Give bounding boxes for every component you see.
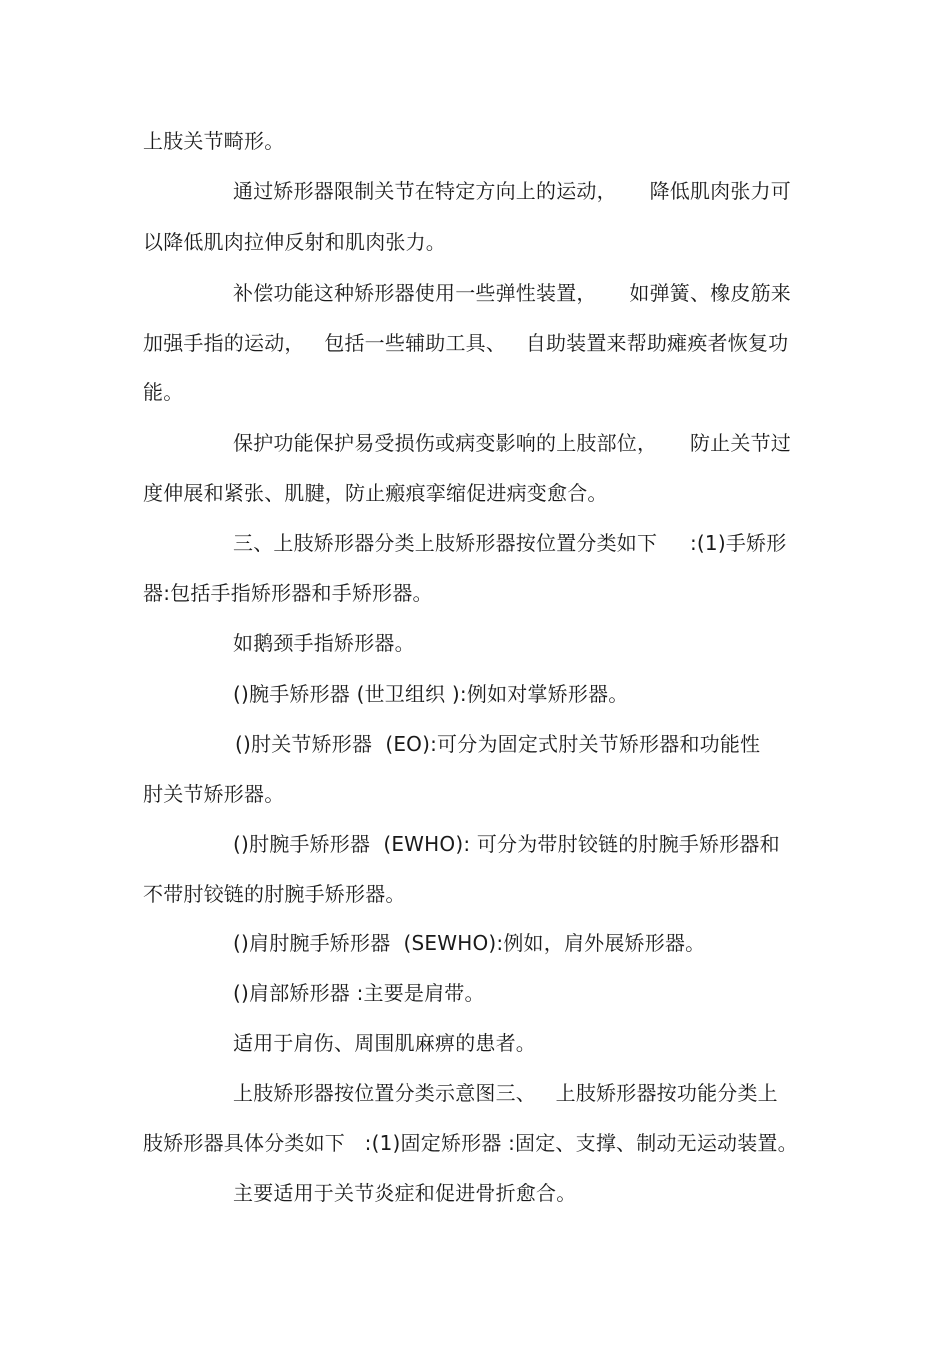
text-line: 补偿功能这种矫形器使用一些弹性装置， 如弹簧、橡皮筋来	[233, 281, 791, 305]
text-line: ()肩肘腕手矫形器 (SEWHO):例如，肩外展矫形器。	[233, 931, 706, 955]
text-line: 以降低肌肉拉伸反射和肌肉张力。	[143, 230, 446, 254]
text-line: 如鹅颈手指矫形器。	[233, 631, 415, 655]
text-line: ()腕手矫形器 (世卫组织 ):例如对掌矫形器。	[233, 682, 629, 706]
text-line: 三、上肢矫形器分类上肢矫形器按位置分类如下 :(1)手矫形	[233, 531, 787, 555]
text-line: 能。	[143, 380, 184, 404]
text-line: 不带肘铰链的肘腕手矫形器。	[143, 882, 406, 906]
text-line: ()肩部矫形器 :主要是肩带。	[233, 981, 485, 1005]
text-line: 肘关节矫形器。	[143, 782, 285, 806]
text-line: 上肢关节畸形。	[143, 129, 285, 153]
text-line: 保护功能保护易受损伤或病变影响的上肢部位， 防止关节过	[233, 431, 791, 455]
text-line: 器:包括手指矫形器和手矫形器。	[143, 581, 433, 605]
text-line: 主要适用于关节炎症和促进骨折愈合。	[233, 1181, 577, 1205]
text-line: 通过矫形器限制关节在特定方向上的运动， 降低肌肉张力可	[233, 179, 791, 203]
text-line: ()肘腕手矫形器 (EWHO): 可分为带肘铰链的肘腕手矫形器和	[233, 832, 780, 856]
text-line: 肢矫形器具体分类如下 :(1)固定矫形器 :固定、支撑、制动无运动装置。	[143, 1131, 798, 1155]
text-line: 度伸展和紧张、肌腱，防止瘢痕挛缩促进病变愈合。	[143, 481, 608, 505]
text-line: 加强手指的运动， 包括一些辅助工具、 自助装置来帮助瘫痪者恢复功	[143, 331, 789, 355]
text-line: 适用于肩伤、周围肌麻痹的患者。	[233, 1031, 536, 1055]
text-line: ()肘关节矫形器 (EO):可分为固定式肘关节矫形器和功能性	[235, 732, 761, 756]
text-line: 上肢矫形器按位置分类示意图三、 上肢矫形器按功能分类上	[233, 1081, 778, 1105]
